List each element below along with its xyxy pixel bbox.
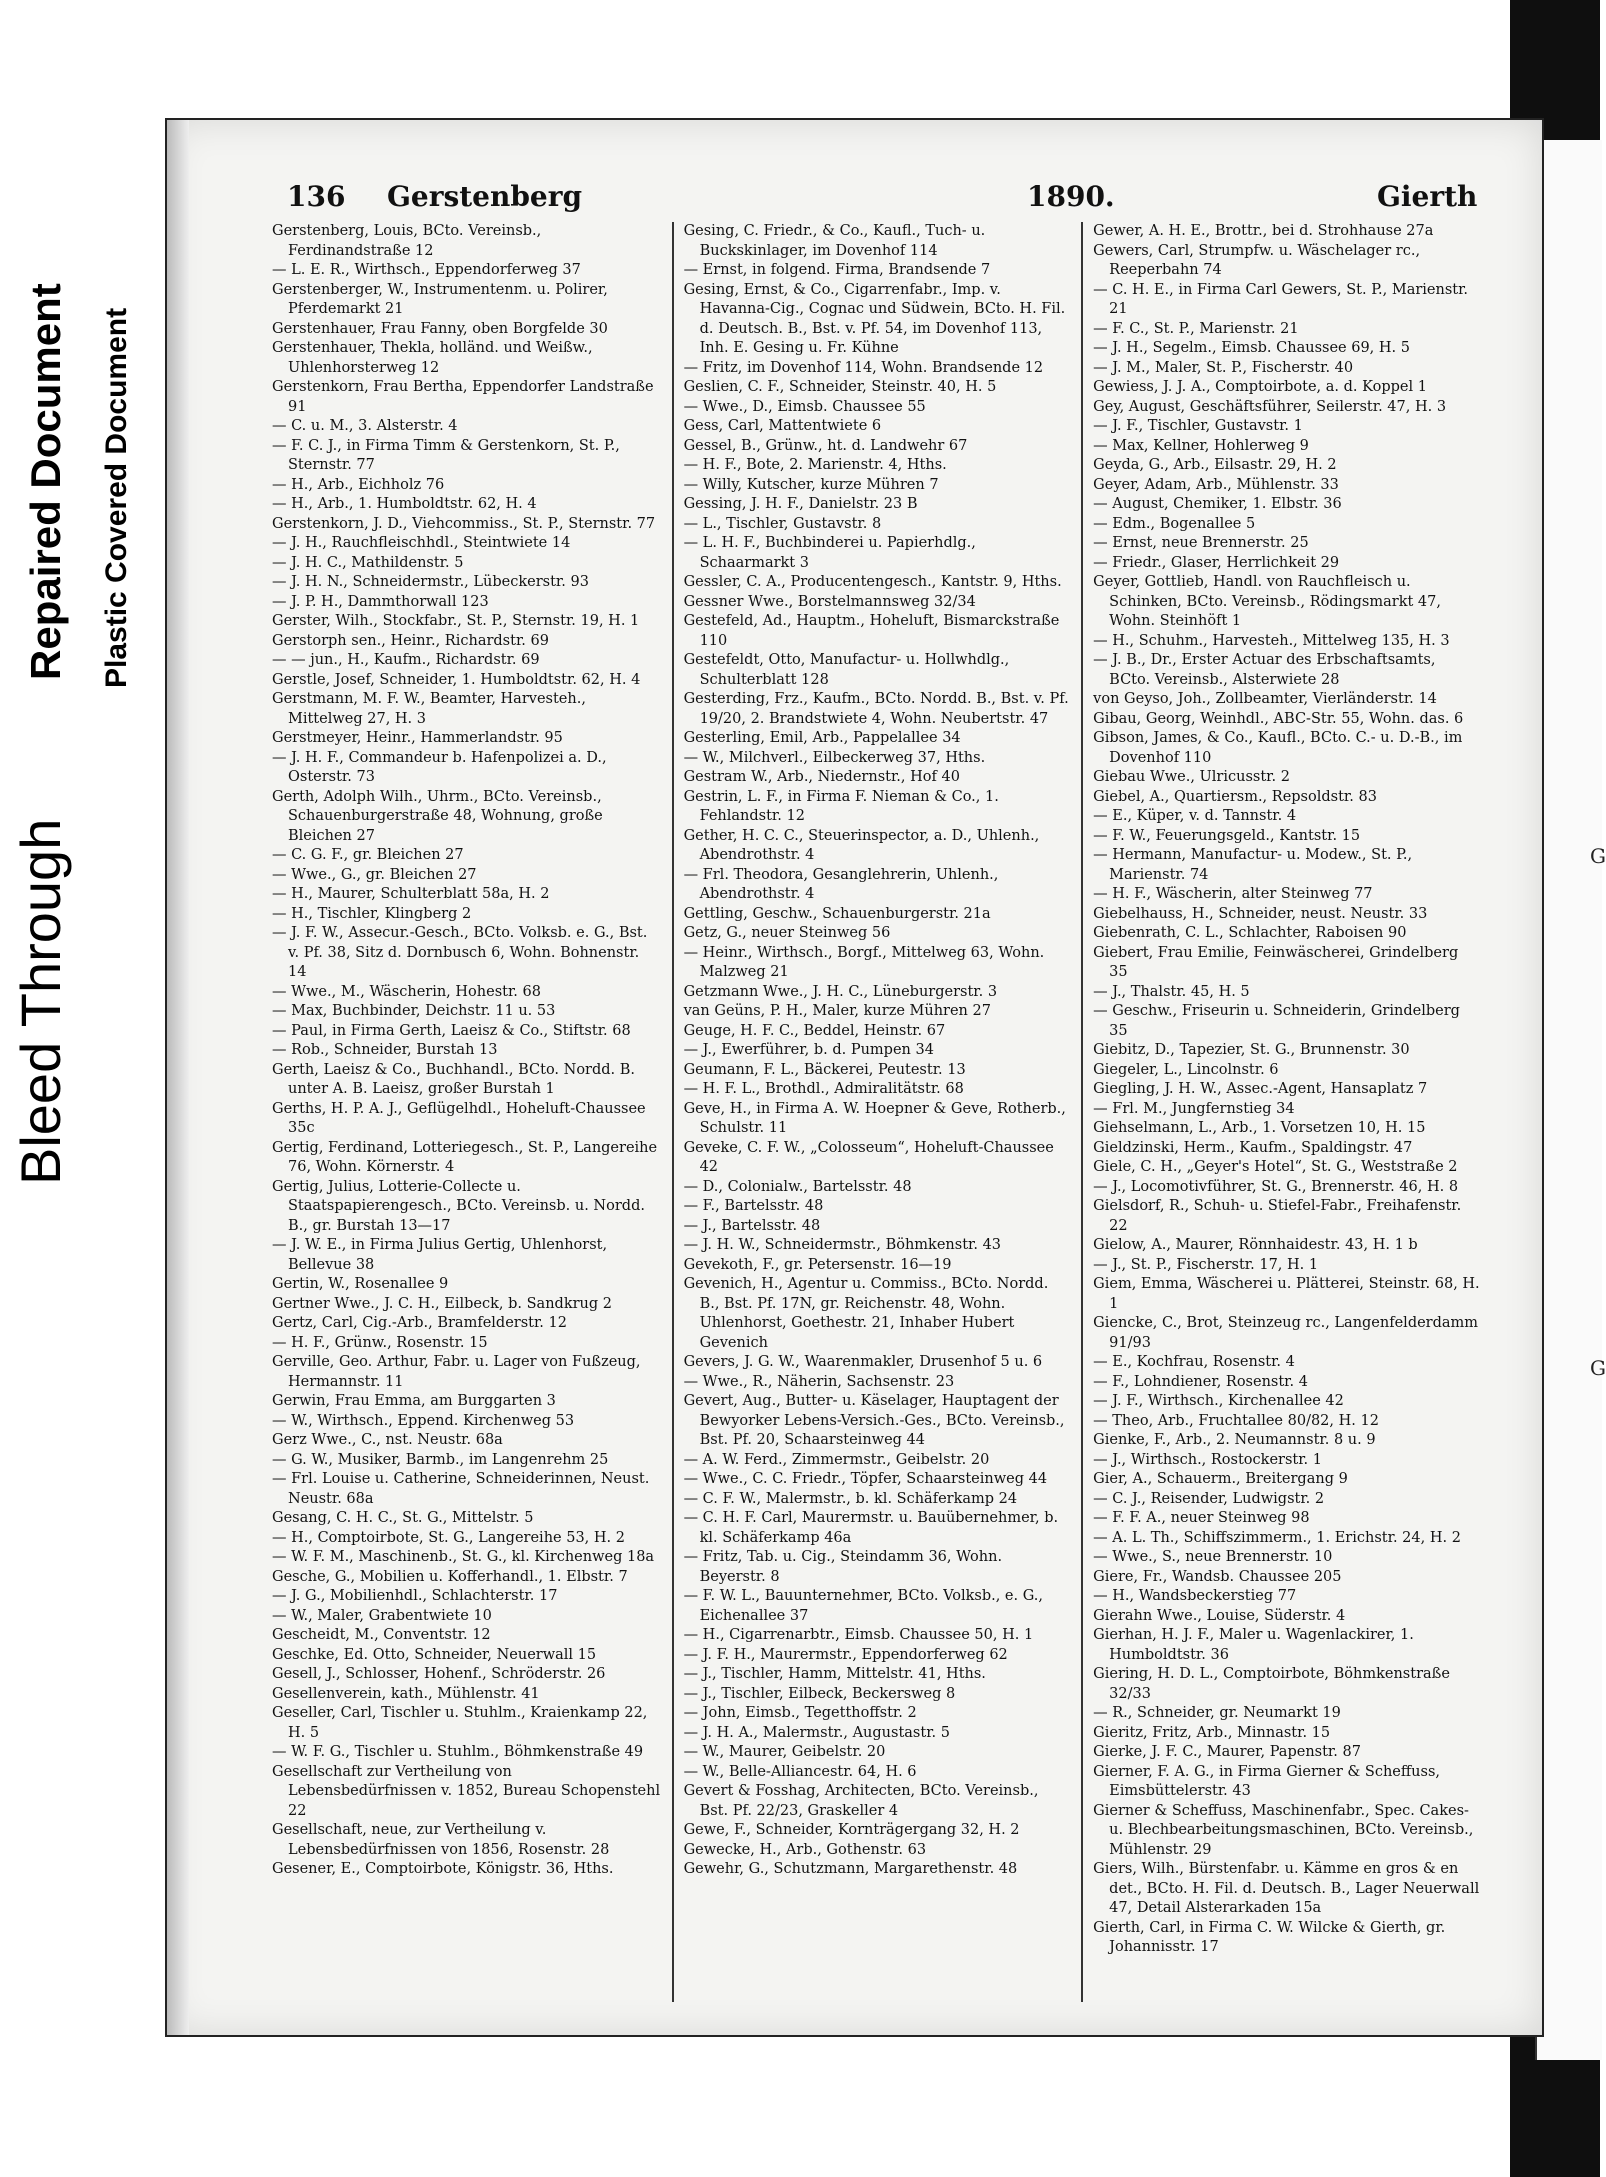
directory-entry: — C. G. F., gr. Bleichen 27 <box>272 847 464 863</box>
directory-entry: Gesell, J., Schlosser, Hohenf., Schröderstr. 26 <box>272 1666 606 1682</box>
directory-entry: Giers, Wilh., Bürstenfabr. u. Kämme en gros & en det., BCto. H. Fil. d. Deutsch. B., Lager Neuerwall 47, Detail Alsterarkaden 15a <box>1093 1861 1480 1916</box>
directory-entry: — J. H. A., Malermstr., Augustastr. 5 <box>683 1724 950 1741</box>
directory-entry: — Frl. Theodora, Gesanglehrerin, Uhlenh., Abendrothstr. 4 <box>683 866 999 902</box>
directory-entry: — J. B., Dr., Erster Actuar des Erbschaftsamts, BCto. Vereinsb., Alsterwiete 28 <box>1093 652 1436 688</box>
directory-entry: — Ernst, in folgend. Firma, Brandsende 7 <box>683 262 991 278</box>
directory-entry: — J. H. F., Commandeur b. Hafenpolizei a. D., Osterstr. 73 <box>272 749 607 785</box>
directory-entry: Gewer, A. H. E., Brottr., bei d. Strohhause 27a <box>1093 223 1434 239</box>
directory-entry: — E., Kochfrau, Rosenstr. 4 <box>1093 1354 1295 1370</box>
directory-entry: Giencke, C., Brot, Steinzeug rc., Langenfelderdamm 91/93 <box>1093 1315 1479 1351</box>
directory-entry: Gerstenkorn, Frau Bertha, Eppendorfer Landstraße 91 <box>272 379 654 415</box>
directory-entry: — Frl. M., Jungfernstieg 34 <box>1093 1100 1295 1117</box>
directory-entry: Gerstle, Josef, Schneider, 1. Humboldtstr. 62, H. 4 <box>272 671 641 688</box>
directory-entry: — J. H. C., Mathildenstr. 5 <box>272 554 464 571</box>
directory-entry: Gerville, Geo. Arthur, Fabr. u. Lager von Fußzeug, Hermannstr. 11 <box>272 1354 641 1390</box>
column-right <box>1081 222 1491 2002</box>
directory-entry: — L. H. F., Buchbinderei u. Papierhdlg., Schaarmarkt 3 <box>683 535 976 571</box>
directory-entry: — Max, Kellner, Hohlerweg 9 <box>1093 437 1309 454</box>
directory-entry: Gevenich, H., Agentur u. Commiss., BCto. Nordd. B., Bst. Pf. 17N, gr. Reichenstr. 48, Wohn. Uhlenhorst, Goethestr. 21, Inhaber Hubert Gevenich <box>683 1276 1049 1351</box>
directory-entry: — F. F. A., neuer Steinweg 98 <box>1093 1510 1310 1526</box>
directory-entry: Gey, August, Geschäftsführer, Seilerstr. 47, H. 3 <box>1093 398 1447 415</box>
directory-entry: Gestram W., Arb., Niedernstr., Hof 40 <box>683 769 960 785</box>
directory-entry: Gesellenverein, kath., Mühlenstr. 41 <box>272 1685 540 1702</box>
plastic-covered-label: Plastic Covered Document <box>100 307 133 688</box>
directory-entry: Gielsdorf, R., Schuh- u. Stiefel-Fabr., Freihafenstr. 22 <box>1093 1198 1462 1234</box>
directory-entry: — J., Tischler, Hamm, Mittelstr. 41, Hths. <box>683 1666 986 1682</box>
directory-entry: — C. H. F. Carl, Maurermstr. u. Bauübernehmer, b. kl. Schäferkamp 46a <box>683 1510 1059 1546</box>
directory-entry: Giere, Fr., Wandsb. Chaussee 205 <box>1093 1568 1342 1585</box>
directory-entry: — F. W., Feuerungsgeld., Kantstr. 15 <box>1093 827 1361 844</box>
side-labels <box>0 0 170 1250</box>
directory-entry: Gevert & Fosshag, Architecten, BCto. Vereinsb., Bst. Pf. 22/23, Graskeller 4 <box>683 1783 1039 1819</box>
directory-entry: — C. H. E., in Firma Carl Gewers, St. P., Marienstr. 21 <box>1093 281 1469 317</box>
next-page-letters <box>1590 840 1606 1384</box>
directory-entry: — H. F., Grünw., Rosenstr. 15 <box>272 1334 488 1351</box>
directory-entry: — Wwe., D., Eimsb. Chaussee 55 <box>683 398 926 415</box>
directory-entry: Giebau Wwe., Ulricusstr. 2 <box>1093 769 1290 785</box>
directory-entry: von Geyso, Joh., Zollbeamter, Vierländerstr. 14 <box>1093 691 1437 707</box>
directory-entry: Gerster, Wilh., Stockfabr., St. P., Sternstr. 19, H. 1 <box>272 613 640 629</box>
directory-entry: Gescheidt, M., Conventstr. 12 <box>272 1627 491 1643</box>
repaired-document-label: Repaired Document <box>22 283 69 680</box>
directory-entry: Geumann, F. L., Bäckerei, Peutestr. 13 <box>683 1061 966 1078</box>
directory-entry: — J. M., Maler, St. P., Fischerstr. 40 <box>1093 359 1354 376</box>
directory-entry: — H. F., Wäscherin, alter Steinweg 77 <box>1093 886 1373 902</box>
directory-entry: — J. H., Rauchfleischhdl., Steintwiete 14 <box>272 535 571 551</box>
directory-entry: — G. W., Musiker, Barmb., im Langenrehm 25 <box>272 1451 609 1468</box>
directory-entry: Gether, H. C. C., Steuerinspector, a. D., Uhlenh., Abendrothstr. 4 <box>683 827 1040 863</box>
directory-entry: Gierke, J. F. C., Maurer, Papenstr. 87 <box>1093 1744 1361 1760</box>
directory-entry: — H., Comptoirbote, St. G., Langereihe 53, H. 2 <box>272 1529 625 1546</box>
header-year: 1890. <box>1027 180 1115 213</box>
directory-entry: — August, Chemiker, 1. Elbstr. 36 <box>1093 496 1342 512</box>
directory-entry: Gesterding, Frz., Kaufm., BCto. Nordd. B., Bst. v. Pf. 19/20, 2. Brandstwiete 4, Wohn. Neubertstr. 47 <box>683 691 1069 727</box>
directory-entry: — J. W. E., in Firma Julius Gertig, Uhlenhorst, Bellevue 38 <box>272 1237 608 1273</box>
directory-entry: Gerstenberger, W., Instrumentenm. u. Polirer, Pferdemarkt 21 <box>272 281 608 317</box>
directory-entry: Gesang, C. H. C., St. G., Mittelstr. 5 <box>272 1510 534 1526</box>
directory-entry: Gertig, Julius, Lotterie-Collecte u. Staatspapierengesch., BCto. Vereinsb. u. Nordd. B., gr. Burstah 13—17 <box>272 1178 645 1234</box>
directory-entry: — H., Wandsbeckerstieg 77 <box>1093 1588 1297 1604</box>
directory-entry: Gess, Carl, Mattentwiete 6 <box>683 418 882 434</box>
directory-entry: Gierahn Wwe., Louise, Süderstr. 4 <box>1093 1607 1346 1624</box>
edge-letter: G <box>1590 1356 1606 1380</box>
directory-entry: — W., Wirthsch., Eppend. Kirchenweg 53 <box>272 1412 575 1429</box>
directory-entry: — F. C., St. P., Marienstr. 21 <box>1093 320 1299 337</box>
directory-entry: Gienke, F., Arb., 2. Neumannstr. 8 u. 9 <box>1093 1432 1376 1448</box>
directory-entry: Gibson, James, & Co., Kaufl., BCto. C.- u. D.-B., im Dovenhof 110 <box>1093 730 1463 766</box>
directory-entry: Geve, H., in Firma A. W. Hoepner & Geve, Rotherb., Schulstr. 11 <box>683 1100 1066 1136</box>
directory-entry: — H., Arb., 1. Humboldtstr. 62, H. 4 <box>272 496 537 512</box>
directory-entry: Gessner Wwe., Borstelmannsweg 32/34 <box>683 593 976 610</box>
directory-entry: — F., Bartelsstr. 48 <box>683 1198 824 1214</box>
directory-entry: Gewiess, J. J. A., Comptoirbote, a. d. Koppel 1 <box>1093 379 1427 395</box>
directory-entry: Gerstmeyer, Heinr., Hammerlandstr. 95 <box>272 730 563 746</box>
directory-entry: Gesing, C. Friedr., & Co., Kaufl., Tuch- u. Buckskinlager, im Dovenhof 114 <box>683 223 986 259</box>
directory-entry: — L. E. R., Wirthsch., Eppendorferweg 37 <box>272 262 581 278</box>
directory-entry: Gierhan, H. J. F., Maler u. Wagenlackirer, 1. Humboldtstr. 36 <box>1093 1627 1414 1663</box>
directory-entry: Gieldzinski, Herm., Kaufm., Spaldingstr. 47 <box>1093 1139 1413 1156</box>
directory-entry: Gerstorph sen., Heinr., Richardstr. 69 <box>272 632 549 649</box>
directory-entry: — W. F. M., Maschinenb., St. G., kl. Kirchenweg 18a <box>272 1549 655 1565</box>
directory-entry: Geschke, Ed. Otto, Schneider, Neuerwall 15 <box>272 1646 597 1663</box>
directory-entry: Gertner Wwe., J. C. H., Eilbeck, b. Sandkrug 2 <box>272 1295 612 1312</box>
directory-entry: Gier, A., Schauerm., Breitergang 9 <box>1093 1471 1348 1487</box>
directory-entry: Gerstenkorn, J. D., Viehcommiss., St. P., Sternstr. 77 <box>272 515 656 532</box>
directory-entry: — J., Thalstr. 45, H. 5 <box>1093 983 1250 1000</box>
directory-entry: Gesellschaft, neue, zur Vertheilung v. Lebensbedürfnissen von 1856, Rosenstr. 28 <box>272 1822 610 1858</box>
directory-entry: — E., Küper, v. d. Tannstr. 4 <box>1093 808 1297 824</box>
directory-entry: — H., Maurer, Schulterblatt 58a, H. 2 <box>272 886 550 902</box>
directory-entry: Gertz, Carl, Cig.-Arb., Bramfelderstr. 12 <box>272 1315 567 1331</box>
directory-entry: — J. F., Tischler, Gustavstr. 1 <box>1093 418 1303 434</box>
column-left <box>262 222 672 2002</box>
directory-entry: — J., Bartelsstr. 48 <box>683 1217 821 1234</box>
directory-entry: Gessler, C. A., Producentengesch., Kantstr. 9, Hths. <box>683 574 1062 590</box>
page-spine <box>167 120 189 2035</box>
directory-entry: Giebelhauss, H., Schneider, neust. Neustr. 33 <box>1093 905 1428 922</box>
directory-entry: Giebenrath, C. L., Schlachter, Raboisen 90 <box>1093 925 1407 941</box>
bleed-through-label: Bleed Through <box>9 818 72 1185</box>
directory-entry: — H. F. L., Brothdl., Admiralitätstr. 68 <box>683 1081 964 1097</box>
directory-entry: Gevers, J. G. W., Waarenmakler, Drusenhof 5 u. 6 <box>683 1354 1043 1370</box>
directory-entry: Gerstenberg, Louis, BCto. Vereinsb., Ferdinandstraße 12 <box>272 223 542 259</box>
directory-entry: — J., Ewerführer, b. d. Pumpen 34 <box>683 1042 934 1058</box>
directory-entry: — J. F., Wirthsch., Kirchenallee 42 <box>1093 1393 1344 1409</box>
directory-entry: — W., Maler, Grabentwiete 10 <box>272 1607 492 1624</box>
directory-entry: — H., Arb., Eichholz 76 <box>272 476 445 493</box>
directory-entry: — John, Eimsb., Tegetthoffstr. 2 <box>683 1705 917 1721</box>
directory-entry: — H., Tischler, Klingberg 2 <box>272 905 472 922</box>
directory-entry: — J. G., Mobilienhdl., Schlachterstr. 17 <box>272 1588 558 1604</box>
edge-letter: G <box>1590 844 1606 868</box>
directory-entry: — F. C. J., in Firma Timm & Gerstenkorn, St. P., Sternstr. 77 <box>272 437 620 473</box>
directory-entry: — Frl. Louise u. Catherine, Schneiderinnen, Neust. Neustr. 68a <box>272 1471 650 1507</box>
directory-entry: van Geüns, P. H., Maler, kurze Mühren 27 <box>683 1003 991 1019</box>
directory-entry: — J. H. W., Schneidermstr., Böhmkenstr. 43 <box>683 1237 1002 1253</box>
directory-entry: Gesellschaft zur Vertheilung von Lebensbedürfnissen v. 1852, Bureau Schopenstehl 22 <box>272 1763 661 1819</box>
directory-entry: Gewehr, G., Schutzmann, Margarethenstr. 48 <box>683 1861 1018 1877</box>
directory-entry: — Geschw., Friseurin u. Schneiderin, Grindelberg 35 <box>1093 1003 1460 1039</box>
directory-entry: Geyer, Gottlieb, Handl. von Rauchfleisch u. Schinken, BCto. Vereinsb., Rödingsmarkt 47, Wohn. Steinhöft 1 <box>1093 574 1441 629</box>
directory-entry: — Willy, Kutscher, kurze Mühren 7 <box>683 476 939 493</box>
directory-entry: Geseller, Carl, Tischler u. Stuhlm., Kraienkamp 22, H. 5 <box>272 1705 648 1741</box>
directory-entry: Gewecke, H., Arb., Gothenstr. 63 <box>683 1841 927 1858</box>
directory-entry: Gestefeldt, Otto, Manufactur- u. Hollwhdlg., Schulterblatt 128 <box>683 652 1010 688</box>
directory-entry: — C. J., Reisender, Ludwigstr. 2 <box>1093 1490 1325 1507</box>
directory-entry: — J. H. N., Schneidermstr., Lübeckerstr. 93 <box>272 574 589 590</box>
directory-entry: Gesche, G., Mobilien u. Kofferhandl., 1. Elbstr. 7 <box>272 1568 628 1585</box>
directory-entry: — — jun., H., Kaufm., Richardstr. 69 <box>272 652 540 668</box>
directory-entry: Gertig, Ferdinand, Lotteriegesch., St. P., Langereihe 76, Wohn. Körnerstr. 4 <box>272 1139 658 1175</box>
directory-entry: — D., Colonialw., Bartelsstr. 48 <box>683 1178 912 1195</box>
header-left-guide-word: Gerstenberg <box>387 180 583 213</box>
directory-entry: — Heinr., Wirthsch., Borgf., Mittelweg 63, Wohn. Malzweg 21 <box>683 944 1045 980</box>
directory-entry: Getzmann Wwe., J. H. C., Lüneburgerstr. 3 <box>683 983 998 1000</box>
directory-entry: — J. F. H., Maurermstr., Eppendorferweg 62 <box>683 1646 1008 1663</box>
directory-entry: — C. F. W., Malermstr., b. kl. Schäferkamp 24 <box>683 1490 1018 1507</box>
directory-entry: — H., Cigarrenarbtr., Eimsb. Chaussee 50, H. 1 <box>683 1627 1034 1643</box>
directory-entry: — Wwe., G., gr. Bleichen 27 <box>272 866 477 883</box>
directory-entry: — J., St. P., Fischerstr. 17, H. 1 <box>1093 1256 1319 1273</box>
directory-page <box>165 118 1544 2037</box>
directory-entry: — W., Belle-Alliancestr. 64, H. 6 <box>683 1763 917 1780</box>
directory-entry: — W., Milchverl., Eilbeckerweg 37, Hths. <box>683 749 986 766</box>
directory-entry: Gerwin, Frau Emma, am Burggarten 3 <box>272 1393 556 1409</box>
directory-entry: Gierner & Scheffuss, Maschinenfabr., Spec. Cakes- u. Blechbearbeitungsmaschinen, BCto. Vereinsb., Mühlenstr. 29 <box>1093 1802 1474 1858</box>
directory-entry: — W. F. G., Tischler u. Stuhlm., Böhmkenstraße 49 <box>272 1744 644 1760</box>
column-middle <box>672 222 1082 2002</box>
directory-entry: — Edm., Bogenallee 5 <box>1093 515 1256 532</box>
directory-entry: Gevekoth, F., gr. Petersenstr. 16—19 <box>683 1256 952 1273</box>
directory-entry: — Ernst, neue Brennerstr. 25 <box>1093 535 1309 551</box>
directory-entry: Gerths, H. P. A. J., Geflügelhdl., Hoheluft-Chaussee 35c <box>272 1100 646 1136</box>
directory-entry: — F., Lohndiener, Rosenstr. 4 <box>1093 1373 1308 1390</box>
header-right-guide-word: Gierth <box>1377 180 1478 213</box>
directory-entry: Giem, Emma, Wäscherei u. Plätterei, Steinstr. 68, H. 1 <box>1093 1276 1480 1312</box>
directory-entry: Giebitz, D., Tapezier, St. G., Brunnenstr. 30 <box>1093 1042 1410 1058</box>
page-number: 136 <box>287 180 346 213</box>
directory-entry: Giehselmann, L., Arb., 1. Vorsetzen 10, H. 15 <box>1093 1120 1426 1136</box>
directory-entry: Gesing, Ernst, & Co., Cigarrenfabr., Imp. v. Havanna-Cig., Cognac und Südwein, BCto. H. Fil. d. Deutsch. B., Bst. v. Pf. 54, im Dovenhof 113, Inh. E. Gesing u. Fr. Kühne <box>683 281 1066 356</box>
directory-entry: Gessel, B., Grünw., ht. d. Landwehr 67 <box>683 437 968 454</box>
directory-entry: — Wwe., M., Wäscherin, Hohestr. 68 <box>272 983 541 1000</box>
directory-entry: Getz, G., neuer Steinweg 56 <box>683 925 891 941</box>
directory-entry: Gierner, F. A. G., in Firma Gierner & Scheffuss, Eimsbüttelerstr. 43 <box>1093 1763 1441 1799</box>
directory-entry: Gerstenhauer, Frau Fanny, oben Borgfelde 30 <box>272 320 608 337</box>
directory-entry: Gerstmann, M. F. W., Beamter, Harvesteh., Mittelweg 27, H. 3 <box>272 691 586 727</box>
directory-entry: — Wwe., S., neue Brennerstr. 10 <box>1093 1549 1333 1565</box>
directory-entry: — Theo, Arb., Fruchtallee 80/82, H. 12 <box>1093 1412 1379 1429</box>
directory-entry: Gibau, Georg, Weinhdl., ABC-Str. 55, Wohn. das. 6 <box>1093 710 1464 727</box>
directory-entry: Gierth, Carl, in Firma C. W. Wilcke & Gierth, gr. Johannisstr. 17 <box>1093 1919 1446 1955</box>
directory-entry: — Rob., Schneider, Burstah 13 <box>272 1042 498 1058</box>
directory-entry: Geyer, Adam, Arb., Mühlenstr. 33 <box>1093 476 1339 493</box>
directory-entry: Gevert, Aug., Butter- u. Käselager, Hauptagent der Bewyorker Lebens-Versich.-Ges., BCto. Vereinsb., Bst. Pf. 20, Schaarsteinweg 44 <box>683 1393 1065 1448</box>
directory-entry: Giele, C. H., „Geyer's Hotel“, St. G., Weststraße 2 <box>1093 1159 1458 1175</box>
directory-entry: — Fritz, Tab. u. Cig., Steindamm 36, Wohn. Beyerstr. 8 <box>683 1549 1003 1585</box>
directory-entry: Gestrin, L. F., in Firma F. Nieman & Co., 1. Fehlandstr. 12 <box>683 788 999 824</box>
directory-entry: Giegeler, L., Lincolnstr. 6 <box>1093 1061 1279 1078</box>
directory-entry: — Wwe., C. C. Friedr., Töpfer, Schaarsteinweg 44 <box>683 1471 1048 1487</box>
directory-entry: — H. F., Bote, 2. Marienstr. 4, Hths. <box>683 457 947 473</box>
directory-entry: Gerz Wwe., C., nst. Neustr. 68a <box>272 1432 503 1448</box>
directory-entry: Gerth, Laeisz & Co., Buchhandl., BCto. Nordd. B. unter A. B. Laeisz, großer Burstah 1 <box>272 1061 636 1097</box>
directory-entry: — Max, Buchbinder, Deichstr. 11 u. 53 <box>272 1003 556 1019</box>
directory-entry: Geuge, H. F. C., Beddel, Heinstr. 67 <box>683 1022 946 1039</box>
directory-entry: Gestefeld, Ad., Hauptm., Hoheluft, Bismarckstraße 110 <box>683 613 1060 649</box>
directory-entry: Geveke, C. F. W., „Colosseum“, Hoheluft-Chaussee 42 <box>683 1139 1054 1175</box>
directory-entry: — W., Maurer, Geibelstr. 20 <box>683 1744 886 1760</box>
page-header <box>287 180 1492 222</box>
directory-entry: Giebel, A., Quartiersm., Repsoldstr. 83 <box>1093 788 1377 805</box>
directory-entry: Giebert, Frau Emilie, Feinwäscherei, Grindelberg 35 <box>1093 944 1459 980</box>
directory-entry: — J. F. W., Assecur.-Gesch., BCto. Volksb. e. G., Bst. v. Pf. 38, Sitz d. Dornbusch 6, Wohn. Bohnenstr. 14 <box>272 925 648 980</box>
directory-entry: — L., Tischler, Gustavstr. 8 <box>683 515 882 532</box>
directory-entry: — R., Schneider, gr. Neumarkt 19 <box>1093 1705 1341 1721</box>
directory-entry: Gettling, Geschw., Schauenburgerstr. 21a <box>683 905 991 922</box>
directory-entry: Gielow, A., Maurer, Rönnhaidestr. 43, H. 1 b <box>1093 1237 1418 1253</box>
directory-entry: Geyda, G., Arb., Eilsastr. 29, H. 2 <box>1093 457 1337 473</box>
directory-entry: — F. W. L., Bauunternehmer, BCto. Volksb., e. G., Eichenallee 37 <box>683 1588 1044 1624</box>
directory-columns <box>262 222 1492 2002</box>
directory-entry: — J., Tischler, Eilbeck, Beckersweg 8 <box>683 1685 956 1702</box>
directory-entry: Giering, H. D. L., Comptoirbote, Böhmkenstraße 32/33 <box>1093 1666 1450 1702</box>
directory-entry: — Fritz, im Dovenhof 114, Wohn. Brandsende 12 <box>683 359 1044 376</box>
directory-entry: — Hermann, Manufactur- u. Modew., St. P., Marienstr. 74 <box>1093 847 1413 883</box>
directory-entry: — J. P. H., Dammthorwall 123 <box>272 593 489 610</box>
directory-entry: Giegling, J. H. W., Assec.-Agent, Hansaplatz 7 <box>1093 1081 1428 1097</box>
directory-entry: Gertin, W., Rosenallee 9 <box>272 1276 449 1292</box>
directory-entry: Gerstenhauer, Thekla, holländ. und Weißw., Uhlenhorsterweg 12 <box>272 340 593 376</box>
directory-entry: — Wwe., R., Näherin, Sachsenstr. 23 <box>683 1373 955 1390</box>
directory-entry: — Friedr., Glaser, Herrlichkeit 29 <box>1093 554 1340 571</box>
directory-entry: — J., Locomotivführer, St. G., Brennerstr. 46, H. 8 <box>1093 1178 1459 1195</box>
directory-entry: Gesener, E., Comptoirbote, Königstr. 36, Hths. <box>272 1861 614 1877</box>
directory-entry: — J., Wirthsch., Rostockerstr. 1 <box>1093 1451 1323 1468</box>
directory-entry: — A. L. Th., Schiffszimmerm., 1. Erichstr. 24, H. 2 <box>1093 1529 1461 1546</box>
directory-entry: Geslien, C. F., Schneider, Steinstr. 40, H. 5 <box>683 379 997 395</box>
directory-entry: Gesterling, Emil, Arb., Pappelallee 34 <box>683 730 961 746</box>
directory-entry: Gerth, Adolph Wilh., Uhrm., BCto. Vereinsb., Schauenburgerstraße 48, Wohnung, große Bleichen 27 <box>272 788 603 844</box>
directory-entry: — J. H., Segelm., Eimsb. Chaussee 69, H. 5 <box>1093 340 1410 356</box>
directory-entry: Gewe, F., Schneider, Kornträgergang 32, H. 2 <box>683 1822 1020 1838</box>
directory-entry: — C. u. M., 3. Alsterstr. 4 <box>272 418 458 434</box>
directory-entry: — Paul, in Firma Gerth, Laeisz & Co., Stiftstr. 68 <box>272 1022 631 1039</box>
directory-entry: Gessing, J. H. F., Danielstr. 23 B <box>683 496 918 512</box>
directory-entry: Gewers, Carl, Strumpfw. u. Wäschelager rc., Reeperbahn 74 <box>1093 242 1421 278</box>
directory-entry: — A. W. Ferd., Zimmermstr., Geibelstr. 20 <box>683 1451 990 1468</box>
directory-entry: Gieritz, Fritz, Arb., Minnastr. 15 <box>1093 1724 1331 1741</box>
directory-entry: — H., Schuhm., Harvesteh., Mittelweg 135, H. 3 <box>1093 632 1450 649</box>
